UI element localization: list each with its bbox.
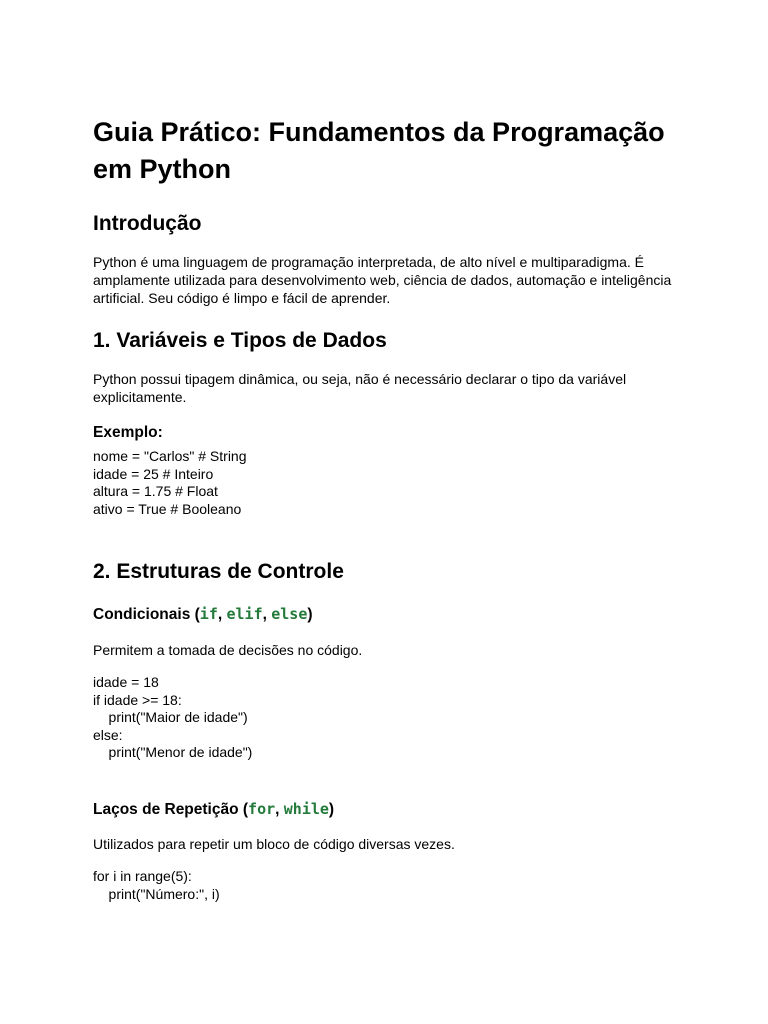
keyword-while: while xyxy=(283,800,329,818)
keyword-elif: elif xyxy=(226,605,263,623)
conditionals-heading xyxy=(93,604,313,625)
code-line: print("Menor de idade") xyxy=(93,744,253,761)
code-line: idade = 25 # Inteiro xyxy=(93,465,214,482)
code-line: print("Número:", i) xyxy=(93,885,220,902)
code-line: if idade >= 18: xyxy=(93,691,182,708)
loops-code-block xyxy=(93,868,220,903)
document-title: Guia Prático: Fundamentos da Programação em Python xyxy=(93,117,665,184)
variables-paragraph: Python possui tipagem dinâmica, ou seja, não é necessário declarar o tipo da variável explicitamente. xyxy=(93,371,627,405)
code-line: ativo = True # Booleano xyxy=(93,500,242,517)
keyword-if: if xyxy=(199,605,218,623)
example-label: Exemplo: xyxy=(93,424,163,441)
separator: , xyxy=(217,606,227,623)
conditionals-paragraph: Permitem a tomada de decisões no código. xyxy=(93,642,363,658)
separator: , xyxy=(275,801,284,818)
conditionals-heading-prefix: Condicionais ( xyxy=(93,606,200,623)
loops-paragraph: Utilizados para repetir um bloco de código diversas vezes. xyxy=(93,836,455,852)
variables-heading: 1. Variáveis e Tipos de Dados xyxy=(93,329,387,352)
code-line: nome = "Carlos" # String xyxy=(93,448,247,464)
code-line: altura = 1.75 # Float xyxy=(93,483,218,500)
intro-heading: Introdução xyxy=(93,212,202,235)
code-line: print("Maior de idade") xyxy=(93,709,248,726)
loops-heading xyxy=(93,799,334,820)
variables-code-block xyxy=(93,448,247,518)
keyword-else: else xyxy=(271,605,308,623)
conditionals-heading-suffix: ) xyxy=(307,606,313,623)
control-heading: 2. Estruturas de Controle xyxy=(93,560,344,583)
separator: , xyxy=(262,606,272,623)
loops-heading-prefix: Laços de Repetição ( xyxy=(93,801,249,818)
loops-heading-suffix: ) xyxy=(328,801,335,818)
code-line: for i in range(5): xyxy=(93,868,192,884)
conditionals-code-block xyxy=(93,674,252,762)
code-line: else: xyxy=(93,726,123,743)
code-line: idade = 18 xyxy=(93,674,159,690)
intro-paragraph: Python é uma linguagem de programação interpretada, de alto nível e multiparadigma. É amplamente utilizada para desenvolvimento web, ciência de dados, automação e inteligência artificial. Seu código é limpo e fácil de aprender. xyxy=(93,254,672,306)
keyword-for: for xyxy=(248,800,276,818)
